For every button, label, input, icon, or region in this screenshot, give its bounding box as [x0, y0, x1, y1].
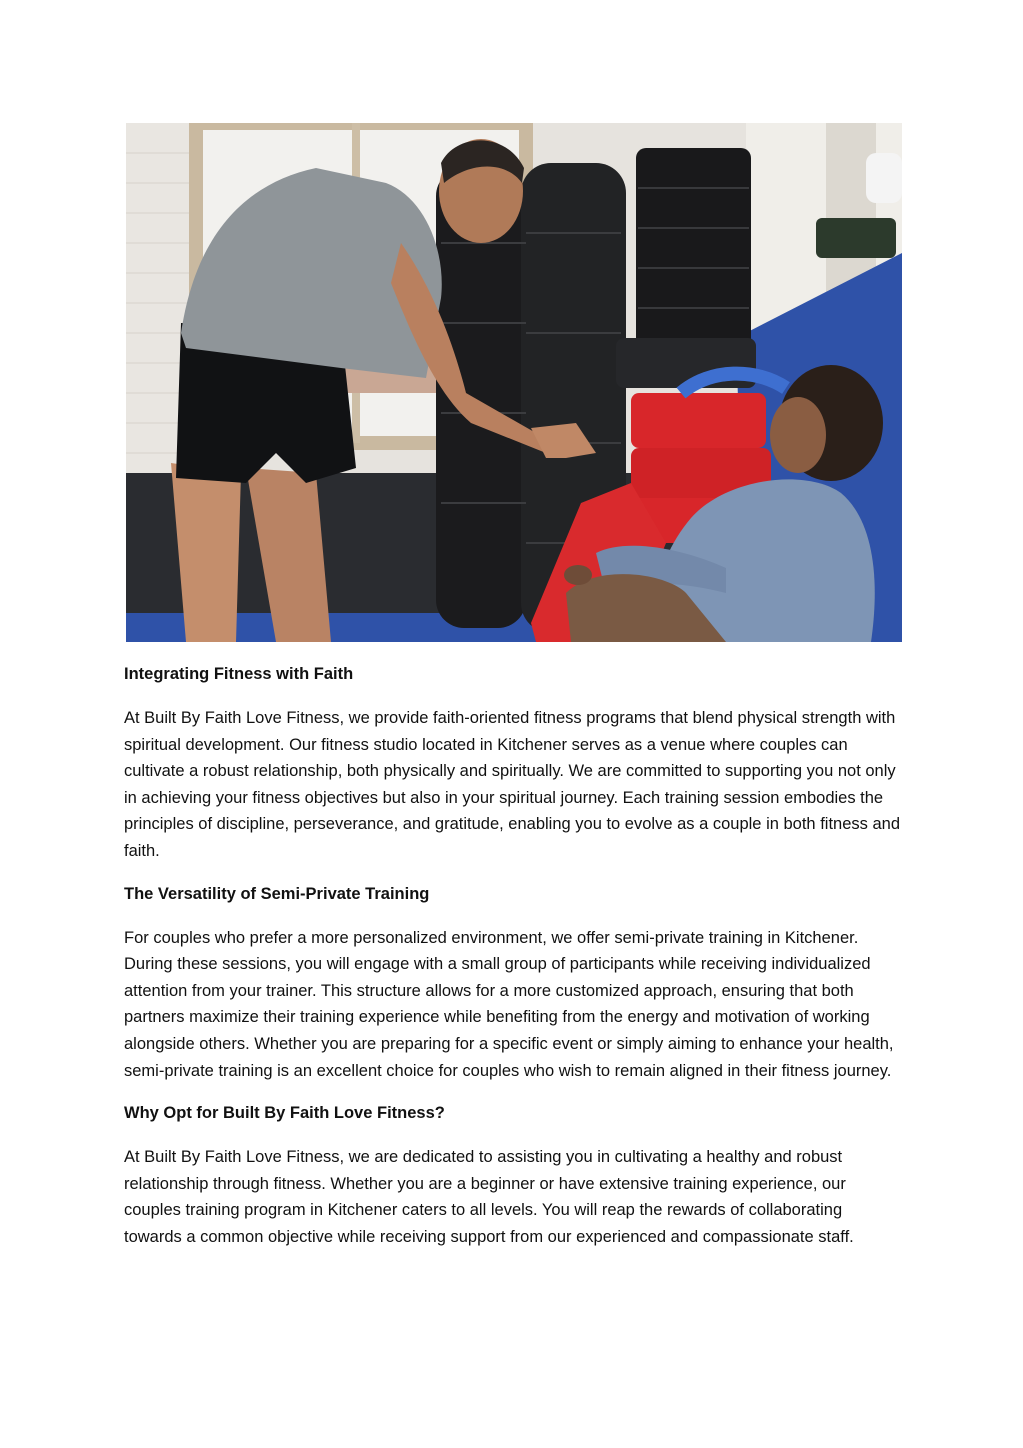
- section-heading: Why Opt for Built By Faith Love Fitness?: [124, 1104, 445, 1123]
- section-heading: Integrating Fitness with Faith: [124, 665, 354, 683]
- section-heading: The Versatility of Semi-Private Training: [124, 884, 430, 903]
- section-paragraph: At Built By Faith Love Fitness, we are dedicated to assisting you in cultivating a healthy and robust relationship through fitness. Whether you are a beginner or have extensive training experience, our couples training program in Kitchener caters to all levels. You will reap the rewards of collaborating towards a common objective while receiving support from our experienced and compassionate staff.: [124, 1148, 854, 1246]
- gym-training-photo: [126, 123, 902, 642]
- section-paragraph: For couples who prefer a more personalized environment, we offer semi-private training in Kitchener. During these sessions, you will engage with a small group of participants while receiving individualized attention from your trainer. This structure allows for a more customized approach, ensuring that both partners maximize their training experience while benefiting from the energy and motivation of working alongside others. Whether you are preparing for a specific event or simply aiming to enhance your health, semi-private training is an excellent choice for couples who wish to remain aligned in their fitness journey.: [124, 928, 894, 1080]
- article-content: [124, 662, 904, 1268]
- section-paragraph: At Built By Faith Love Fitness, we provide faith-oriented fitness programs that blend physical strength with spiritual development. Our fitness studio located in Kitchener serves as a venue where couples can cultivate a robust relationship, both physically and spiritually. We are committed to supporting you not only in achieving your fitness objectives but also in your spiritual journey. Each training session embodies the principles of discipline, perseverance, and gratitude, enabling you to evolve as a couple in both fitness and faith.: [124, 709, 900, 860]
